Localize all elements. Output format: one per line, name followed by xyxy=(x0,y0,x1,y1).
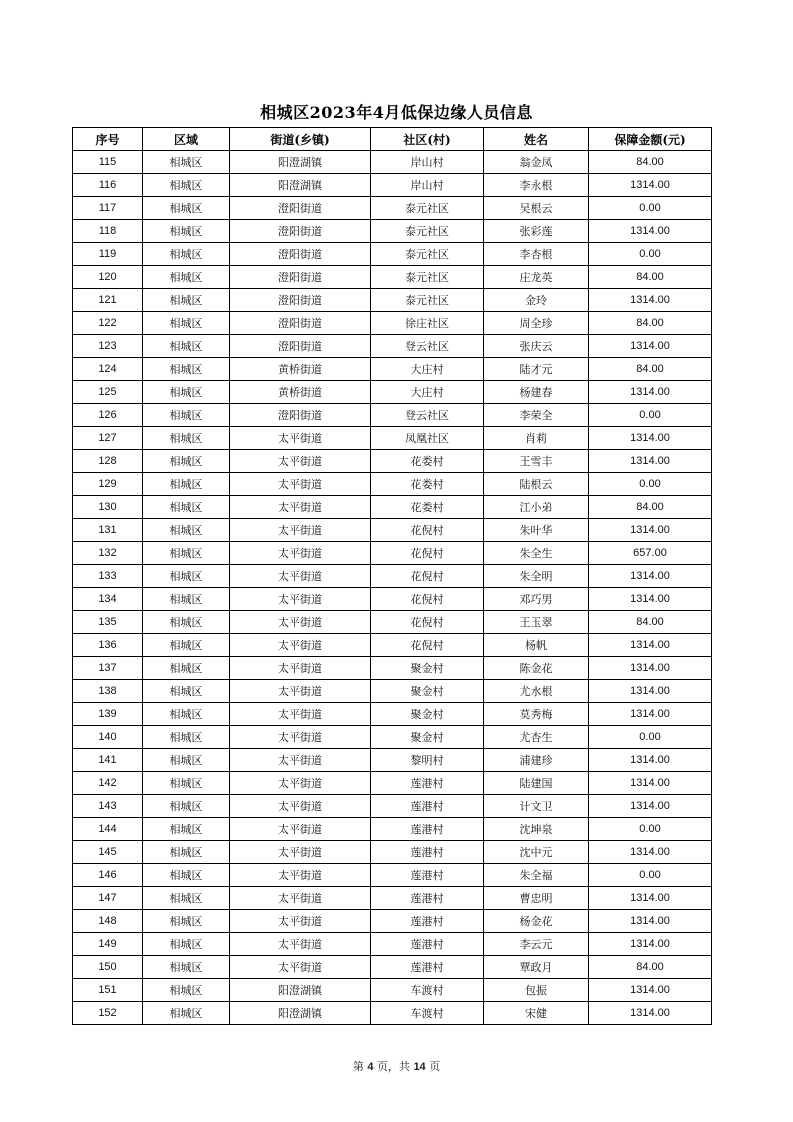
header-name: 姓名 xyxy=(484,128,589,151)
cell-name: 邓巧男 xyxy=(484,588,589,611)
cell-street: 太平街道 xyxy=(230,749,371,772)
cell-community: 花倪村 xyxy=(371,634,484,657)
cell-index: 125 xyxy=(73,381,143,404)
cell-community: 登云社区 xyxy=(371,404,484,427)
table-row xyxy=(73,657,712,680)
page-title: 相城区2023年4月低保边缘人员信息 xyxy=(260,103,533,122)
cell-street: 澄阳街道 xyxy=(230,335,371,358)
table-body xyxy=(73,151,712,1025)
table-row xyxy=(73,749,712,772)
cell-community: 莲港村 xyxy=(371,864,484,887)
cell-name: 包振 xyxy=(484,979,589,1002)
cell-amount: 1314.00 xyxy=(589,565,712,588)
table-row xyxy=(73,312,712,335)
cell-district: 相城区 xyxy=(143,910,230,933)
cell-district: 相城区 xyxy=(143,979,230,1002)
cell-community: 花倪村 xyxy=(371,611,484,634)
cell-amount: 0.00 xyxy=(589,197,712,220)
cell-name: 沈中元 xyxy=(484,841,589,864)
cell-amount: 84.00 xyxy=(589,312,712,335)
cell-name: 江小弟 xyxy=(484,496,589,519)
cell-district: 相城区 xyxy=(143,174,230,197)
cell-amount: 84.00 xyxy=(589,151,712,174)
table-row xyxy=(73,542,712,565)
table-header-row xyxy=(73,128,712,151)
cell-street: 太平街道 xyxy=(230,496,371,519)
cell-index: 152 xyxy=(73,1002,143,1025)
cell-street: 太平街道 xyxy=(230,703,371,726)
table-row xyxy=(73,266,712,289)
cell-community: 花倪村 xyxy=(371,519,484,542)
cell-district: 相城区 xyxy=(143,473,230,496)
cell-community: 莲港村 xyxy=(371,841,484,864)
table-row xyxy=(73,588,712,611)
cell-community: 莲港村 xyxy=(371,933,484,956)
cell-street: 阳澄湖镇 xyxy=(230,979,371,1002)
cell-index: 146 xyxy=(73,864,143,887)
table-row xyxy=(73,427,712,450)
cell-community: 岸山村 xyxy=(371,174,484,197)
cell-amount: 1314.00 xyxy=(589,703,712,726)
cell-amount: 84.00 xyxy=(589,611,712,634)
cell-community: 花倪村 xyxy=(371,588,484,611)
data-table xyxy=(72,127,712,1025)
cell-name: 陆建国 xyxy=(484,772,589,795)
cell-name: 王雪丰 xyxy=(484,450,589,473)
header-index: 序号 xyxy=(73,128,143,151)
cell-index: 147 xyxy=(73,887,143,910)
table-row xyxy=(73,381,712,404)
cell-community: 车渡村 xyxy=(371,1002,484,1025)
cell-district: 相城区 xyxy=(143,956,230,979)
cell-amount: 1314.00 xyxy=(589,427,712,450)
cell-community: 莲港村 xyxy=(371,772,484,795)
cell-name: 宋健 xyxy=(484,1002,589,1025)
footer-suffix: 页 xyxy=(429,1060,441,1073)
cell-district: 相城区 xyxy=(143,680,230,703)
cell-amount: 1314.00 xyxy=(589,220,712,243)
footer-page-number: 4 xyxy=(367,1061,374,1073)
cell-community: 泰元社区 xyxy=(371,220,484,243)
cell-district: 相城区 xyxy=(143,519,230,542)
table-row xyxy=(73,519,712,542)
cell-index: 140 xyxy=(73,726,143,749)
cell-index: 149 xyxy=(73,933,143,956)
cell-district: 相城区 xyxy=(143,887,230,910)
cell-amount: 0.00 xyxy=(589,726,712,749)
cell-community: 莲港村 xyxy=(371,956,484,979)
cell-amount: 1314.00 xyxy=(589,657,712,680)
cell-index: 137 xyxy=(73,657,143,680)
cell-community: 聚金村 xyxy=(371,657,484,680)
cell-community: 花娄村 xyxy=(371,473,484,496)
cell-index: 126 xyxy=(73,404,143,427)
cell-street: 太平街道 xyxy=(230,887,371,910)
cell-street: 太平街道 xyxy=(230,450,371,473)
cell-index: 123 xyxy=(73,335,143,358)
cell-street: 阳澄湖镇 xyxy=(230,151,371,174)
cell-name: 杨建春 xyxy=(484,381,589,404)
table-row xyxy=(73,450,712,473)
cell-district: 相城区 xyxy=(143,864,230,887)
table-row xyxy=(73,726,712,749)
cell-district: 相城区 xyxy=(143,818,230,841)
cell-name: 李杏根 xyxy=(484,243,589,266)
cell-amount: 1314.00 xyxy=(589,979,712,1002)
cell-district: 相城区 xyxy=(143,358,230,381)
cell-street: 太平街道 xyxy=(230,588,371,611)
cell-name: 杨金花 xyxy=(484,910,589,933)
cell-district: 相城区 xyxy=(143,450,230,473)
cell-amount: 0.00 xyxy=(589,404,712,427)
cell-district: 相城区 xyxy=(143,1002,230,1025)
cell-index: 115 xyxy=(73,151,143,174)
cell-amount: 1314.00 xyxy=(589,634,712,657)
cell-amount: 1314.00 xyxy=(589,841,712,864)
cell-community: 黎明村 xyxy=(371,749,484,772)
cell-amount: 1314.00 xyxy=(589,680,712,703)
table-row xyxy=(73,358,712,381)
cell-district: 相城区 xyxy=(143,588,230,611)
cell-district: 相城区 xyxy=(143,266,230,289)
cell-name: 张庆云 xyxy=(484,335,589,358)
table-row xyxy=(73,565,712,588)
cell-street: 澄阳街道 xyxy=(230,312,371,335)
cell-street: 澄阳街道 xyxy=(230,289,371,312)
cell-community: 花娄村 xyxy=(371,496,484,519)
cell-street: 澄阳街道 xyxy=(230,266,371,289)
cell-name: 李永根 xyxy=(484,174,589,197)
footer-total-pages: 14 xyxy=(413,1061,426,1073)
table-row xyxy=(73,795,712,818)
table-row xyxy=(73,496,712,519)
cell-community: 莲港村 xyxy=(371,910,484,933)
cell-index: 138 xyxy=(73,680,143,703)
cell-name: 曹忠明 xyxy=(484,887,589,910)
table-row xyxy=(73,703,712,726)
cell-district: 相城区 xyxy=(143,220,230,243)
cell-name: 莫秀梅 xyxy=(484,703,589,726)
cell-amount: 1314.00 xyxy=(589,795,712,818)
table-row xyxy=(73,197,712,220)
cell-index: 122 xyxy=(73,312,143,335)
cell-community: 聚金村 xyxy=(371,726,484,749)
cell-index: 117 xyxy=(73,197,143,220)
cell-community: 岸山村 xyxy=(371,151,484,174)
table-row xyxy=(73,473,712,496)
cell-amount: 84.00 xyxy=(589,956,712,979)
cell-index: 118 xyxy=(73,220,143,243)
header-street: 街道(乡镇) xyxy=(230,128,371,151)
table-row xyxy=(73,174,712,197)
cell-name: 沈坤泉 xyxy=(484,818,589,841)
cell-street: 澄阳街道 xyxy=(230,404,371,427)
cell-district: 相城区 xyxy=(143,381,230,404)
cell-amount: 1314.00 xyxy=(589,933,712,956)
table-row xyxy=(73,151,712,174)
cell-district: 相城区 xyxy=(143,427,230,450)
cell-name: 吴根云 xyxy=(484,197,589,220)
cell-index: 127 xyxy=(73,427,143,450)
cell-street: 太平街道 xyxy=(230,542,371,565)
table-row xyxy=(73,979,712,1002)
table-row xyxy=(73,404,712,427)
cell-street: 阳澄湖镇 xyxy=(230,174,371,197)
table-row xyxy=(73,841,712,864)
cell-index: 124 xyxy=(73,358,143,381)
table-row xyxy=(73,956,712,979)
cell-amount: 1314.00 xyxy=(589,887,712,910)
cell-index: 143 xyxy=(73,795,143,818)
cell-index: 128 xyxy=(73,450,143,473)
cell-community: 泰元社区 xyxy=(371,197,484,220)
cell-name: 杨帆 xyxy=(484,634,589,657)
cell-district: 相城区 xyxy=(143,795,230,818)
cell-index: 134 xyxy=(73,588,143,611)
cell-index: 148 xyxy=(73,910,143,933)
cell-district: 相城区 xyxy=(143,841,230,864)
table-row xyxy=(73,818,712,841)
cell-index: 151 xyxy=(73,979,143,1002)
cell-street: 太平街道 xyxy=(230,933,371,956)
cell-street: 太平街道 xyxy=(230,726,371,749)
cell-amount: 1314.00 xyxy=(589,381,712,404)
table-row xyxy=(73,910,712,933)
table-row xyxy=(73,680,712,703)
cell-amount: 1314.00 xyxy=(589,910,712,933)
cell-amount: 1314.00 xyxy=(589,519,712,542)
table-row xyxy=(73,772,712,795)
cell-street: 太平街道 xyxy=(230,519,371,542)
cell-amount: 1314.00 xyxy=(589,174,712,197)
cell-index: 141 xyxy=(73,749,143,772)
cell-index: 142 xyxy=(73,772,143,795)
cell-amount: 1314.00 xyxy=(589,335,712,358)
cell-street: 太平街道 xyxy=(230,473,371,496)
cell-community: 花倪村 xyxy=(371,542,484,565)
cell-district: 相城区 xyxy=(143,726,230,749)
cell-community: 莲港村 xyxy=(371,818,484,841)
cell-index: 135 xyxy=(73,611,143,634)
cell-index: 144 xyxy=(73,818,143,841)
cell-district: 相城区 xyxy=(143,703,230,726)
cell-amount: 1314.00 xyxy=(589,772,712,795)
cell-community: 车渡村 xyxy=(371,979,484,1002)
table-row xyxy=(73,634,712,657)
table-row xyxy=(73,335,712,358)
cell-name: 庄龙英 xyxy=(484,266,589,289)
cell-amount: 1314.00 xyxy=(589,289,712,312)
table-row xyxy=(73,933,712,956)
cell-street: 黄桥街道 xyxy=(230,358,371,381)
cell-community: 莲港村 xyxy=(371,887,484,910)
cell-name: 肖莉 xyxy=(484,427,589,450)
cell-street: 太平街道 xyxy=(230,427,371,450)
cell-district: 相城区 xyxy=(143,657,230,680)
cell-street: 太平街道 xyxy=(230,772,371,795)
cell-community: 登云社区 xyxy=(371,335,484,358)
cell-name: 尤杏生 xyxy=(484,726,589,749)
cell-index: 139 xyxy=(73,703,143,726)
cell-community: 凤凰社区 xyxy=(371,427,484,450)
cell-name: 朱叶华 xyxy=(484,519,589,542)
cell-street: 太平街道 xyxy=(230,910,371,933)
cell-district: 相城区 xyxy=(143,933,230,956)
cell-community: 大庄村 xyxy=(371,381,484,404)
cell-street: 澄阳街道 xyxy=(230,197,371,220)
header-district: 区域 xyxy=(143,128,230,151)
cell-amount: 1314.00 xyxy=(589,749,712,772)
cell-district: 相城区 xyxy=(143,496,230,519)
cell-street: 太平街道 xyxy=(230,657,371,680)
cell-name: 朱全生 xyxy=(484,542,589,565)
cell-community: 莲港村 xyxy=(371,795,484,818)
cell-amount: 0.00 xyxy=(589,864,712,887)
cell-index: 121 xyxy=(73,289,143,312)
cell-index: 119 xyxy=(73,243,143,266)
cell-street: 太平街道 xyxy=(230,956,371,979)
cell-name: 李云元 xyxy=(484,933,589,956)
cell-amount: 0.00 xyxy=(589,243,712,266)
cell-street: 太平街道 xyxy=(230,795,371,818)
cell-name: 陆根云 xyxy=(484,473,589,496)
cell-amount: 657.00 xyxy=(589,542,712,565)
header-community: 社区(村) xyxy=(371,128,484,151)
cell-district: 相城区 xyxy=(143,243,230,266)
cell-index: 129 xyxy=(73,473,143,496)
cell-district: 相城区 xyxy=(143,611,230,634)
cell-index: 132 xyxy=(73,542,143,565)
cell-community: 泰元社区 xyxy=(371,243,484,266)
table-row xyxy=(73,289,712,312)
cell-community: 大庄村 xyxy=(371,358,484,381)
cell-name: 计文卫 xyxy=(484,795,589,818)
footer-prefix: 第 xyxy=(352,1060,364,1073)
cell-name: 陆才元 xyxy=(484,358,589,381)
cell-name: 尤水根 xyxy=(484,680,589,703)
cell-community: 泰元社区 xyxy=(371,289,484,312)
cell-amount: 0.00 xyxy=(589,473,712,496)
cell-street: 黄桥街道 xyxy=(230,381,371,404)
table-row xyxy=(73,1002,712,1025)
table-row xyxy=(73,243,712,266)
cell-street: 太平街道 xyxy=(230,611,371,634)
cell-name: 张彩莲 xyxy=(484,220,589,243)
cell-index: 133 xyxy=(73,565,143,588)
table-row xyxy=(73,611,712,634)
cell-district: 相城区 xyxy=(143,565,230,588)
cell-name: 覃政月 xyxy=(484,956,589,979)
cell-district: 相城区 xyxy=(143,335,230,358)
cell-amount: 84.00 xyxy=(589,358,712,381)
cell-name: 朱全福 xyxy=(484,864,589,887)
cell-name: 李荣全 xyxy=(484,404,589,427)
cell-index: 116 xyxy=(73,174,143,197)
cell-amount: 1314.00 xyxy=(589,1002,712,1025)
cell-index: 136 xyxy=(73,634,143,657)
cell-index: 130 xyxy=(73,496,143,519)
table-row xyxy=(73,887,712,910)
cell-street: 澄阳街道 xyxy=(230,220,371,243)
cell-district: 相城区 xyxy=(143,404,230,427)
cell-community: 泰元社区 xyxy=(371,266,484,289)
cell-name: 陈金花 xyxy=(484,657,589,680)
cell-street: 太平街道 xyxy=(230,818,371,841)
cell-name: 朱全明 xyxy=(484,565,589,588)
cell-district: 相城区 xyxy=(143,634,230,657)
cell-name: 翁金凤 xyxy=(484,151,589,174)
cell-name: 王玉翠 xyxy=(484,611,589,634)
table-row xyxy=(73,864,712,887)
cell-street: 太平街道 xyxy=(230,565,371,588)
cell-district: 相城区 xyxy=(143,289,230,312)
footer-middle: 页，共 xyxy=(376,1060,410,1073)
header-amount: 保障金额(元) xyxy=(589,128,712,151)
cell-district: 相城区 xyxy=(143,542,230,565)
cell-name: 金玲 xyxy=(484,289,589,312)
cell-name: 浦建珍 xyxy=(484,749,589,772)
cell-district: 相城区 xyxy=(143,772,230,795)
cell-street: 太平街道 xyxy=(230,864,371,887)
cell-community: 花娄村 xyxy=(371,450,484,473)
cell-district: 相城区 xyxy=(143,312,230,335)
cell-amount: 0.00 xyxy=(589,818,712,841)
cell-district: 相城区 xyxy=(143,749,230,772)
cell-community: 聚金村 xyxy=(371,703,484,726)
cell-index: 120 xyxy=(73,266,143,289)
cell-amount: 84.00 xyxy=(589,496,712,519)
cell-name: 周全珍 xyxy=(484,312,589,335)
table-row xyxy=(73,220,712,243)
cell-index: 150 xyxy=(73,956,143,979)
cell-district: 相城区 xyxy=(143,151,230,174)
cell-district: 相城区 xyxy=(143,197,230,220)
cell-street: 太平街道 xyxy=(230,634,371,657)
page-footer xyxy=(0,1058,793,1074)
cell-community: 花倪村 xyxy=(371,565,484,588)
cell-street: 太平街道 xyxy=(230,680,371,703)
cell-community: 聚金村 xyxy=(371,680,484,703)
cell-amount: 1314.00 xyxy=(589,450,712,473)
cell-index: 131 xyxy=(73,519,143,542)
cell-street: 澄阳街道 xyxy=(230,243,371,266)
cell-street: 阳澄湖镇 xyxy=(230,1002,371,1025)
cell-index: 145 xyxy=(73,841,143,864)
cell-amount: 84.00 xyxy=(589,266,712,289)
cell-amount: 1314.00 xyxy=(589,588,712,611)
cell-street: 太平街道 xyxy=(230,841,371,864)
cell-community: 徐庄社区 xyxy=(371,312,484,335)
